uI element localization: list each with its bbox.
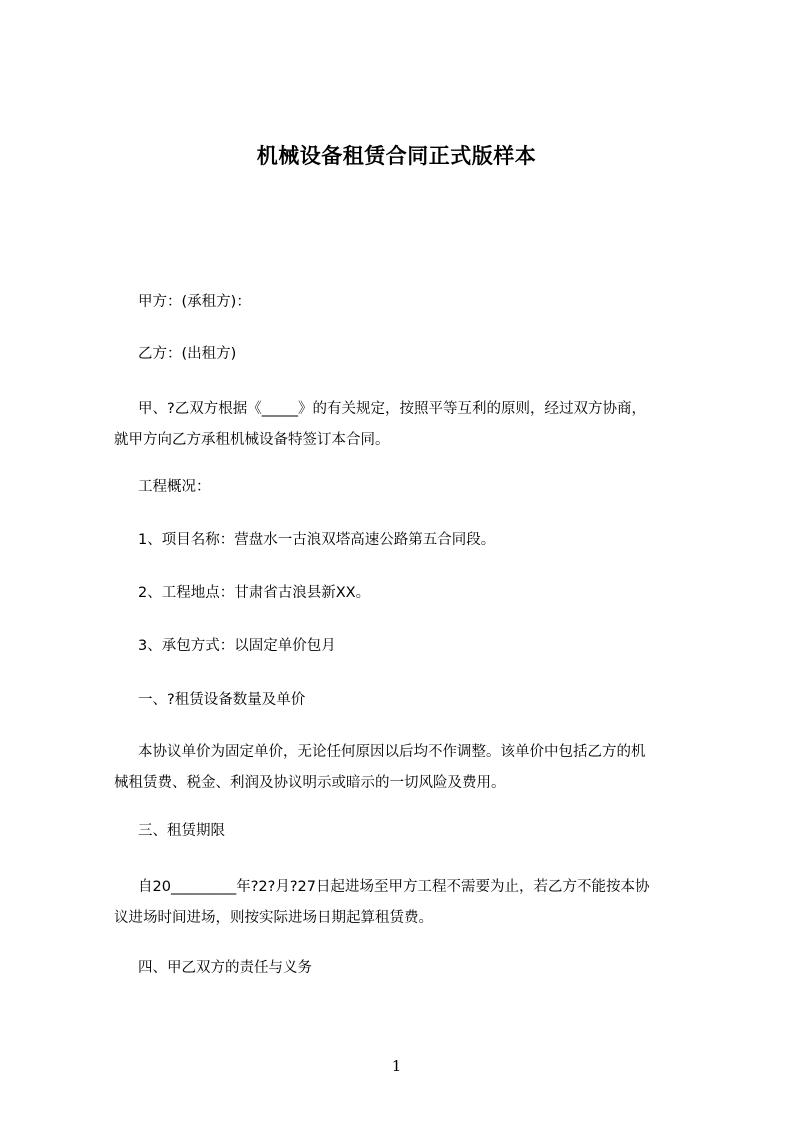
overview-heading [114,472,696,503]
section-heading-term [114,816,696,847]
paragraph-line: 就甲方向乙方承租机械设备特签订本合同。 [114,432,390,448]
paragraph-line: 1、项目名称：营盘水一古浪双塔高速公路第五合同段。 [138,532,496,548]
paragraph-line: 3、承包方式：以固定单价包月 [138,638,336,654]
page-number: 1 [391,1057,402,1075]
paragraph-line: 工程概况： [138,479,211,495]
document-title: 机械设备租赁合同正式版样本 [256,144,537,168]
intro-paragraph [114,394,696,456]
paragraph-line: 械租赁费、税金、利润及协议明示或暗示的一切风险及费用。 [114,775,506,791]
paragraph-line: 四、甲乙双方的责任与义务 [138,960,312,976]
paragraph-line: 甲、?乙双方根据《_____》的有关规定，按照平等互利的原则，经过双方协商， [138,401,646,417]
paragraph-line: 本协议单价为固定单价，无论任何原因以后均不作调整。该单价中包括乙方的机 [138,744,646,760]
term-clause-paragraph [114,872,696,934]
paragraph-line: 自20_________年?2?月?27日起进场至甲方工程不需要为止，若乙方不能按本协 [138,879,650,895]
contract-method-item [114,631,696,662]
project-name-item [114,525,696,556]
price-clause-paragraph [114,737,696,799]
paragraph-line: 2、工程地点：甘肃省古浪县新XX。 [138,585,371,601]
paragraph-line: 甲方：(承租方)： [138,294,251,310]
paragraph-line: 一、?租赁设备数量及单价 [138,692,306,708]
section-heading-responsibilities [114,953,696,984]
paragraph-line: 议进场时间进场，则按实际进场日期起算租赁费。 [114,910,433,926]
paragraph-line: 三、租赁期限 [138,823,225,839]
project-location-item [114,578,696,609]
paragraph-line: 乙方：(出租方) [138,346,237,362]
party-b-line [114,339,696,370]
section-heading-equipment [114,685,696,716]
party-a-line [114,287,696,318]
